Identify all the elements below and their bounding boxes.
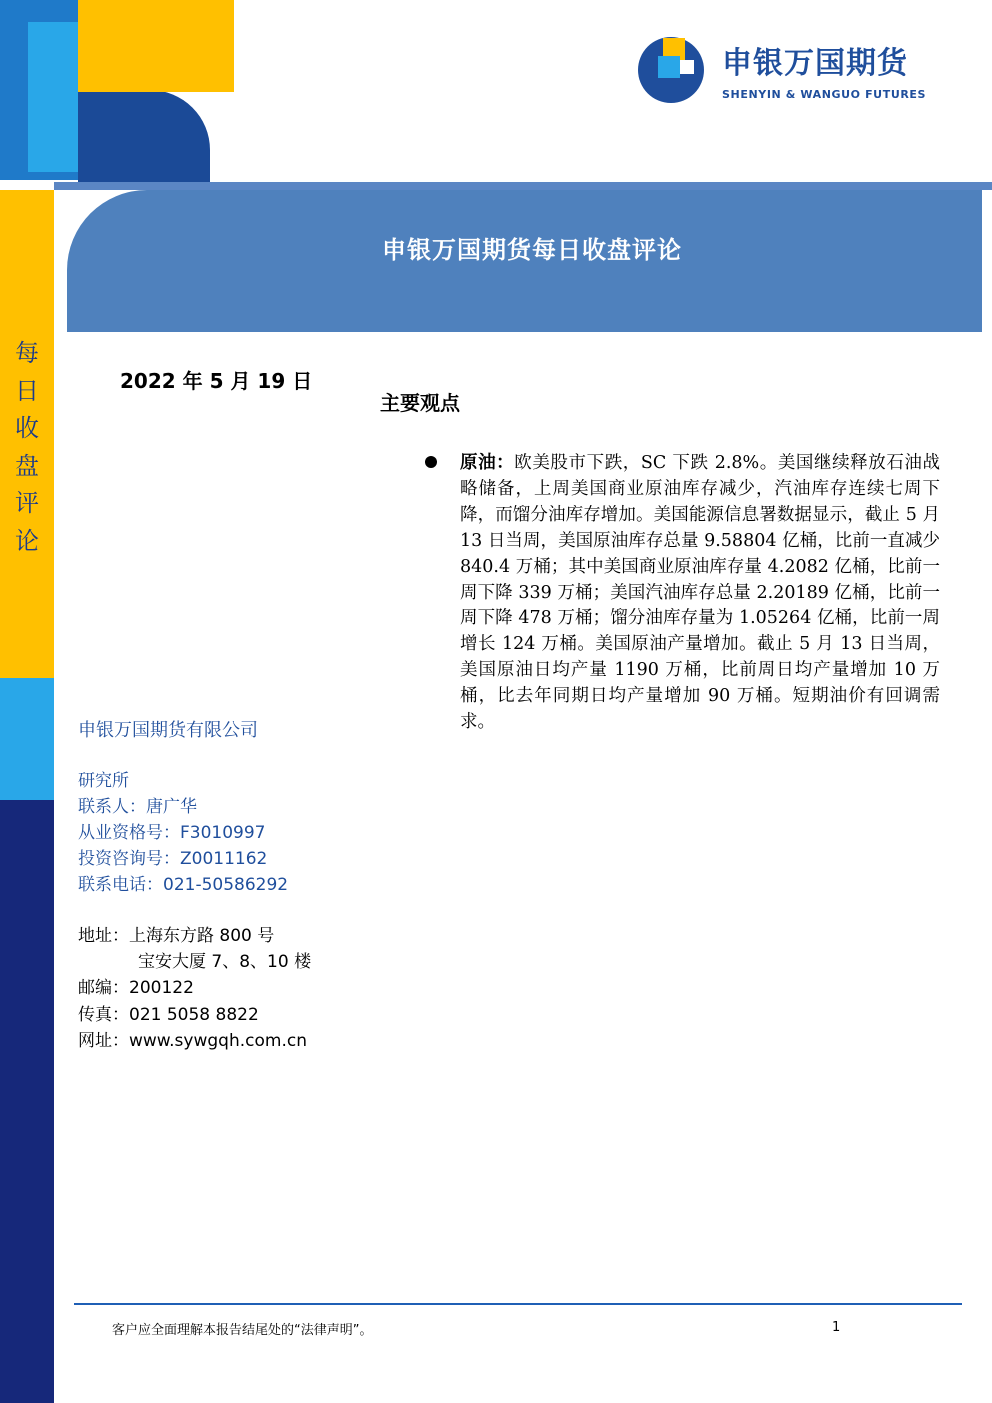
section-heading: 主要观点 <box>380 391 460 415</box>
website[interactable]: 网址：www.sywgqh.com.cn <box>78 1030 307 1051</box>
bullet-icon <box>425 456 437 468</box>
sidebar-char: 评 <box>15 489 39 517</box>
header-rule <box>54 182 992 190</box>
research-dept: 研究所 <box>78 771 129 791</box>
company-name: 申银万国期货有限公司 <box>78 720 258 741</box>
crude-oil-label: 原油： <box>460 453 515 473</box>
crude-oil-paragraph <box>460 451 940 736</box>
title-banner <box>67 190 982 332</box>
logo-mark-icon <box>636 34 706 104</box>
crude-oil-text: 欧美股市下跌，SC 下跌 2.8%。美国继续释放石油战略储备，上周美国商业原油库存减少，汽油库存连续七周下降，而馏分油库存增加。美国能源信息署数据显示，截止 5 月 13 日当周，美国原油库存总量 9.58804 亿桶，比前一直减少 840.4 万桶；其中美国商业原油库存量 4.2082 亿桶，比前一周下降 339 万桶；美国汽油库存总量 2.20189 亿桶，比前一周下降 478 万桶；馏分油库存量为 1.05264 亿桶，比前一周增长 124 万桶。美国原油产量增加。截止 5 月 13 日当周，美国原油日均产量 1190 万桶，比前周日均产量增加 10 万桶，比去年同期日均产量增加 90 万桶。短期油价有回调需求。 <box>460 453 941 733</box>
report-title: 申银万国期货每日收盘评论 <box>382 236 682 264</box>
page-number: 1 <box>832 1320 841 1335</box>
contact-phone: 联系电话：021-50586292 <box>78 875 289 895</box>
sidebar-cyan <box>0 678 54 800</box>
sidebar-navy <box>0 800 54 1403</box>
address-block <box>78 923 311 1054</box>
decor-block-navy <box>78 90 210 182</box>
sidebar-vertical-label <box>0 335 54 560</box>
logo-name-cn: 申银万国期货 <box>722 46 908 81</box>
sidebar-char: 每 <box>15 339 39 367</box>
sidebar-char: 收 <box>15 414 39 442</box>
address-line-2: 宝安大厦 7、8、10 楼 <box>138 952 312 973</box>
footer-disclaimer: 客户应全面理解本报告结尾处的“法律声明”。 <box>112 1323 373 1338</box>
postcode: 邮编：200122 <box>78 978 194 999</box>
decor-block-yellow <box>78 0 234 92</box>
sidebar-char: 日 <box>15 376 39 405</box>
license-number: 从业资格号：F3010997 <box>78 823 266 843</box>
sidebar-char: 论 <box>15 526 39 555</box>
fax: 传真：021 5058 8822 <box>78 1004 259 1025</box>
contact-block <box>78 768 288 898</box>
company-logo <box>636 32 936 110</box>
contact-person: 联系人：唐广华 <box>78 797 197 817</box>
address-line-1: 地址：上海东方路 800 号 <box>78 926 275 946</box>
footer-rule <box>74 1303 962 1305</box>
logo-name-en: SHENYIN & WANGUO FUTURES <box>722 88 927 101</box>
report-date: 2022 年 5 月 19 日 <box>120 369 313 393</box>
sidebar-char: 盘 <box>15 451 39 480</box>
consult-license-number: 投资咨询号：Z0011162 <box>78 849 268 869</box>
